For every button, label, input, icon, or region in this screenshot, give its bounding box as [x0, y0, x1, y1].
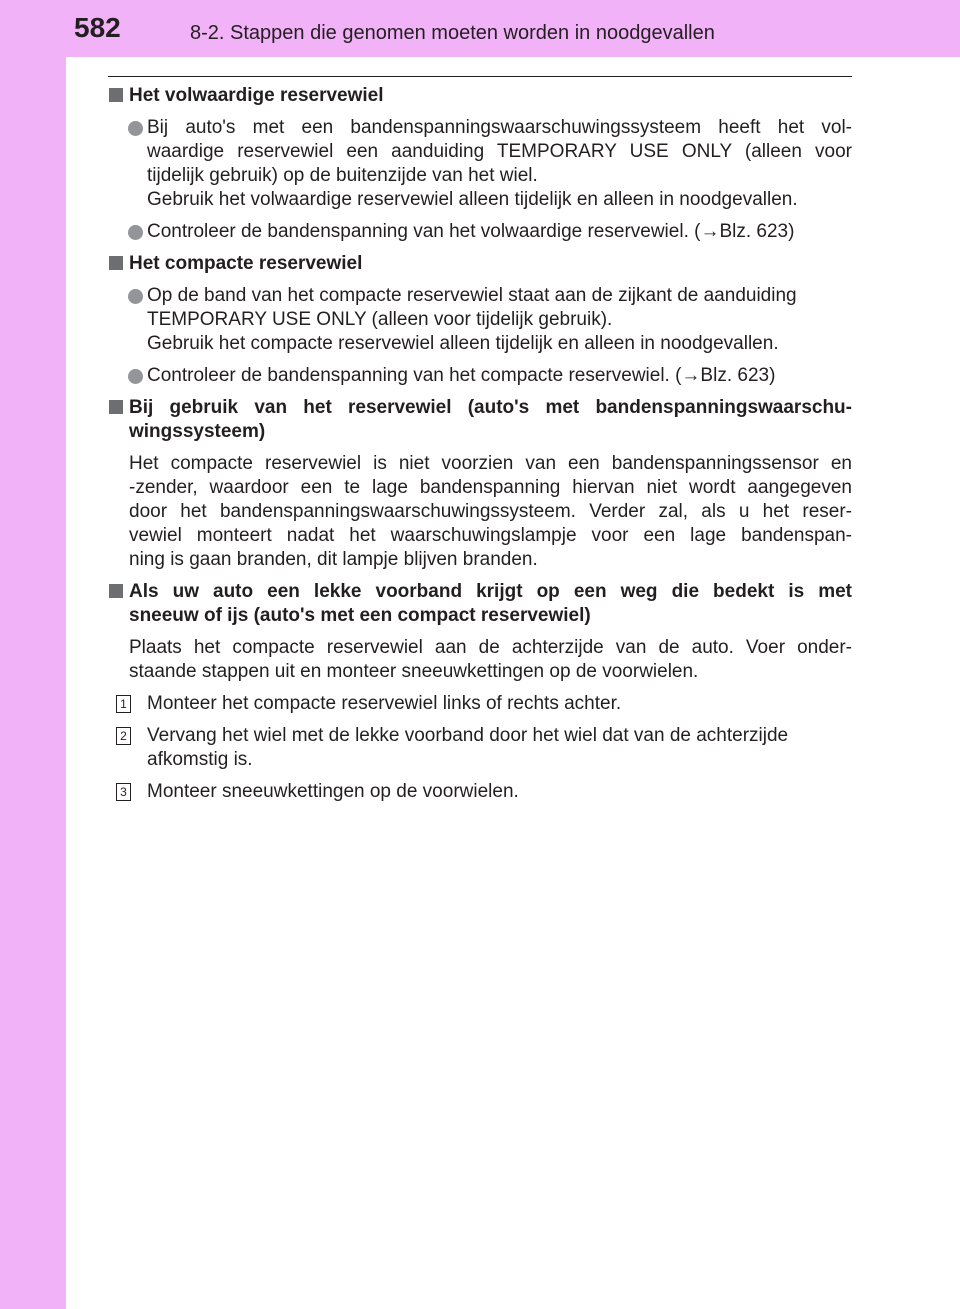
- step-item: [108, 780, 852, 804]
- bullet-item: [108, 116, 852, 212]
- text-line: tijdelijk gebruik) op de buitenzijde van het wiel.: [147, 165, 538, 186]
- text-line: afkomstig is.: [147, 749, 253, 770]
- page-number: 582: [74, 12, 121, 43]
- text-line: Op de band van het compacte reservewiel staat aan de zijkant de aanduiding: [147, 285, 797, 306]
- text-line: Controleer de bandenspanning van het compacte reservewiel. (→Blz. 623): [147, 365, 776, 386]
- chapter-title: 8-2. Stappen die genomen moeten worden in noodgevallen: [190, 22, 715, 44]
- text-line: sneeuw of ijs (auto's met een compact reservewiel): [129, 605, 591, 626]
- text-line: Vervang het wiel met de lekke voorband door het wiel dat van de achterzijde: [147, 725, 789, 746]
- section-heading: [108, 580, 852, 628]
- text-line: waardige reservewiel een aanduiding TEMPORARY USE ONLY (alleen voor: [147, 141, 852, 162]
- round-bullet-icon: [128, 369, 143, 384]
- bullet-item: [108, 220, 852, 244]
- text-line: Plaats het compacte reservewiel aan de achterzijde van de auto. Voer onder-: [129, 637, 852, 658]
- page-content: [108, 84, 852, 812]
- round-bullet-icon: [128, 121, 143, 136]
- text-line: Bij auto's met een bandenspanningswaarschuwingssysteem heeft het vol-: [147, 117, 852, 138]
- section-heading: Het compacte reservewiel: [108, 252, 852, 276]
- section-heading: [108, 396, 852, 444]
- text-line: Monteer het compacte reservewiel links of rechts achter.: [147, 693, 622, 714]
- text-line: TEMPORARY USE ONLY (alleen voor tijdelijk gebruik).: [147, 309, 613, 330]
- round-bullet-icon: [128, 289, 143, 304]
- round-bullet-icon: [128, 225, 143, 240]
- text-line: Als uw auto een lekke voorband krijgt op een weg die bedekt is met: [129, 581, 852, 602]
- bullet-item: [108, 284, 852, 356]
- step-number-badge: 1: [116, 695, 131, 713]
- square-bullet-icon: [109, 400, 123, 414]
- square-bullet-icon: [109, 256, 123, 270]
- section-heading: Het volwaardige reservewiel: [108, 84, 852, 108]
- text-line: staande stappen uit en monteer sneeuwkettingen op de voorwielen.: [129, 661, 699, 682]
- paragraph: [108, 636, 852, 684]
- step-item: [108, 724, 852, 772]
- step-number-badge: 3: [116, 783, 131, 801]
- square-bullet-icon: [109, 88, 123, 102]
- text-line: door het bandenspanningswaarschuwingssysteem. Verder zal, als u het reser-: [129, 501, 852, 522]
- bullet-item: [108, 364, 852, 388]
- paragraph: [108, 452, 852, 572]
- text-line: ning is gaan branden, dit lampje blijven branden.: [129, 549, 538, 570]
- text-line: vewiel monteert nadat het waarschuwingslampje voor een lage bandenspan-: [129, 525, 852, 546]
- text-line: -zender, waardoor een te lage bandenspanning hiervan niet wordt aangegeven: [129, 477, 852, 498]
- step-item: [108, 692, 852, 716]
- step-number-badge: 2: [116, 727, 131, 745]
- chapter-side-band: [0, 0, 66, 1309]
- text-line: Monteer sneeuwkettingen op de voorwielen.: [147, 781, 519, 802]
- text-line: Het compacte reservewiel is niet voorzien van een bandenspanningssensor en: [129, 453, 852, 474]
- square-bullet-icon: [109, 584, 123, 598]
- text-line: Gebruik het volwaardige reservewiel alleen tijdelijk en alleen in noodgevallen.: [147, 189, 798, 210]
- text-line: wingssysteem): [129, 421, 266, 442]
- text-line: Controleer de bandenspanning van het volwaardige reservewiel. (→Blz. 623): [147, 221, 795, 242]
- header-rule: [108, 76, 852, 77]
- text-line: Gebruik het compacte reservewiel alleen tijdelijk en alleen in noodgevallen.: [147, 333, 779, 354]
- text-line: Bij gebruik van het reservewiel (auto's met bandenspanningswaarschu-: [129, 397, 852, 418]
